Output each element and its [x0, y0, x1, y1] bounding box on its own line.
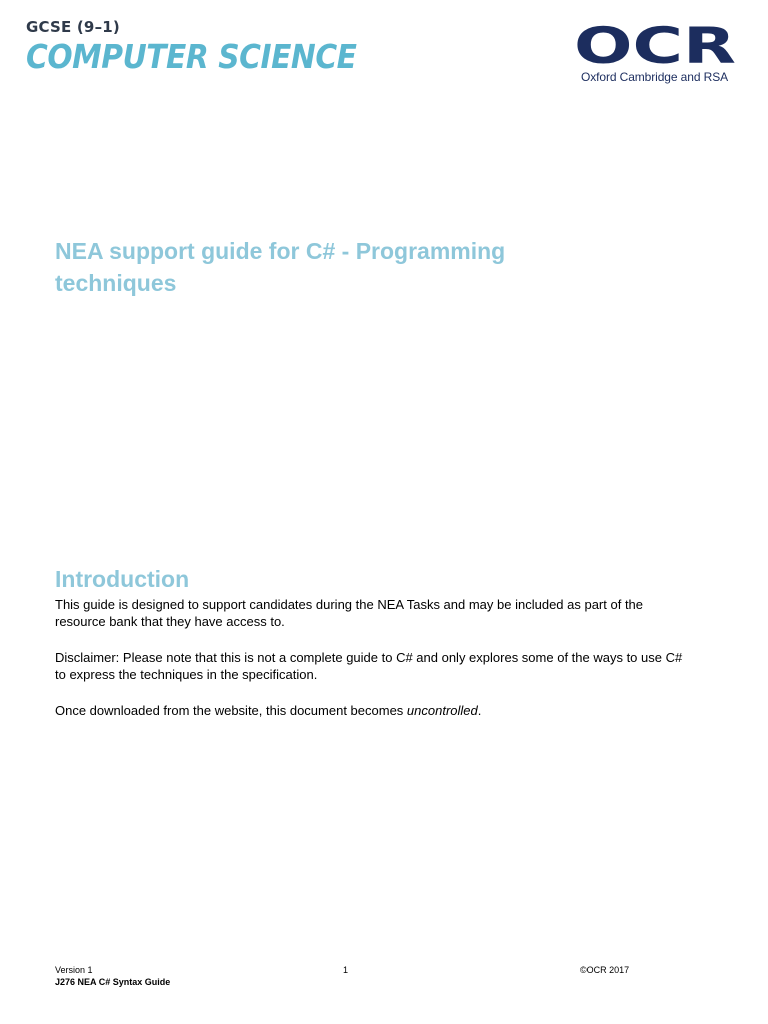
introduction-paragraph-disclaimer: Disclaimer: Please note that this is not a complete guide to C# and only explores some of the ways to use C# to express the techniques in the specification. [55, 650, 683, 682]
footer-document-code: J276 NEA C# Syntax Guide [55, 977, 171, 987]
subject-title: COMPUTER SCIENCE [26, 37, 357, 76]
qualification-level: GCSE (9–1) [26, 18, 120, 36]
ocr-logo-tagline: Oxford Cambridge and RSA [581, 70, 729, 84]
footer-version: Version 1 [55, 965, 93, 975]
introduction-paragraph-purpose: This guide is designed to support candidates during the NEA Tasks and may be included as part of the resource bank that they have access to. [55, 597, 644, 629]
ocr-logo-wordmark: OCR [574, 18, 736, 70]
footer-copyright: ©OCR 2017 [580, 965, 630, 975]
introduction-paragraph-uncontrolled [55, 702, 695, 719]
uncontrolled-prefix: Once downloaded from the website, this document becomes [55, 703, 407, 718]
footer-page-number: 1 [343, 965, 349, 975]
introduction-section [55, 564, 695, 719]
qualification-header [26, 18, 393, 76]
introduction-heading: Introduction [55, 566, 190, 592]
ocr-logo-icon [574, 18, 738, 70]
document-title: NEA support guide for C# - Programming techniques [55, 238, 506, 296]
uncontrolled-suffix: . [477, 703, 482, 718]
uncontrolled-emphasis: uncontrolled [406, 703, 478, 718]
ocr-logo [574, 18, 738, 88]
page-footer [55, 964, 655, 988]
